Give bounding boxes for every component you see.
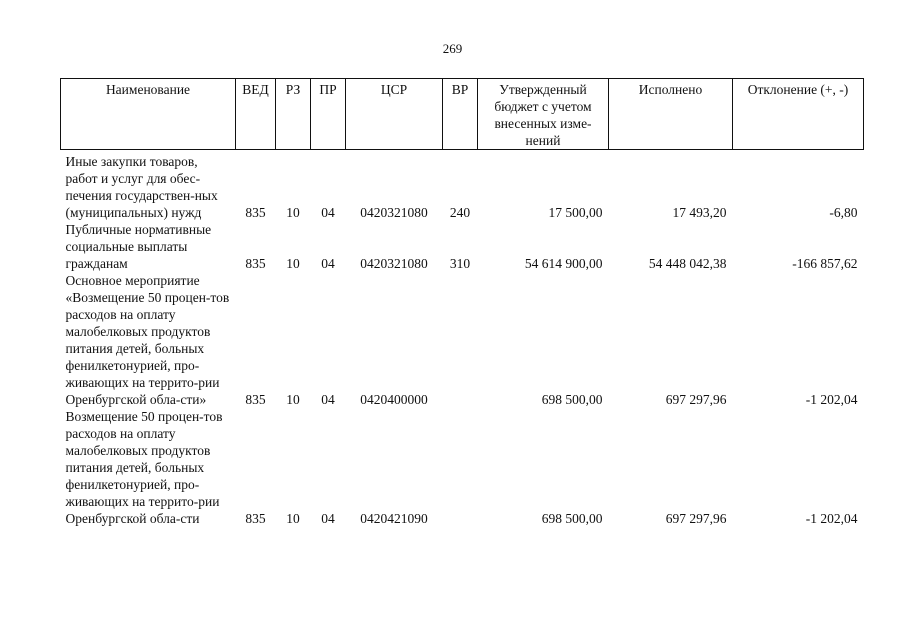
row-pr: 04 [321, 392, 335, 407]
row-executed: 17 493,20 [672, 205, 727, 220]
row-pr: 04 [321, 205, 335, 220]
row-executed: 697 297,96 [665, 392, 727, 407]
row-csr: 0420321080 [360, 205, 428, 220]
row-deviation: -1 202,04 [805, 392, 858, 407]
row-budget: 17 500,00 [548, 205, 603, 220]
table-row [61, 408, 864, 527]
header-budget: Утвержденный бюджет с учетом внесенных изме-нений [478, 79, 609, 150]
header-vr: ВР [443, 79, 478, 150]
header-executed: Исполнено [609, 79, 733, 150]
table-row [61, 272, 864, 408]
row-deviation: -1 202,04 [805, 511, 858, 526]
row-vr [443, 408, 478, 527]
row-executed: 54 448 042,38 [648, 256, 727, 271]
row-vr [443, 272, 478, 408]
row-rz: 10 [286, 256, 300, 271]
row-ved: 835 [245, 511, 266, 526]
row-ved: 835 [245, 392, 266, 407]
row-name: Иные закупки товаров, работ и услуг для обес-печения государствен-ных (муниципальных) нужд [65, 154, 218, 220]
page-number: 269 [442, 41, 463, 56]
table-row [61, 221, 864, 272]
row-rz: 10 [286, 511, 300, 526]
row-budget: 698 500,00 [541, 392, 603, 407]
table-header-row [61, 79, 864, 150]
row-executed: 697 297,96 [665, 511, 727, 526]
row-vr: 310 [449, 256, 471, 271]
row-ved: 835 [245, 205, 266, 220]
row-ved: 835 [245, 256, 266, 271]
row-vr: 240 [449, 205, 471, 220]
row-csr: 0420400000 [360, 392, 428, 407]
row-csr: 0420421090 [360, 511, 428, 526]
row-rz: 10 [286, 205, 300, 220]
row-name: Публичные нормативные социальные выплаты гражданам [65, 222, 212, 271]
row-name: Основное мероприятие «Возмещение 50 процен-тов расходов на оплату малобелковых продуктов питания детей, больных фенилкетонурией, про-живающих на террито-рии Оренбургской обла-сти» [65, 273, 230, 407]
table-row [61, 153, 864, 221]
row-pr: 04 [321, 511, 335, 526]
budget-table [60, 78, 864, 527]
row-pr: 04 [321, 256, 335, 271]
row-name: Возмещение 50 процен-тов расходов на оплату малобелковых продуктов питания детей, больных фенилкетонурией, про-живающих на террито-рии Оренбургской обла-сти [65, 409, 223, 526]
row-rz: 10 [286, 392, 300, 407]
header-deviation: Отклонение (+, -) [733, 79, 864, 150]
row-budget: 54 614 900,00 [524, 256, 603, 271]
header-rz: РЗ [276, 79, 311, 150]
header-csr: ЦСР [346, 79, 443, 150]
row-csr: 0420321080 [360, 256, 428, 271]
header-pr: ПР [311, 79, 346, 150]
header-name: Наименование [61, 79, 236, 150]
row-deviation: -166 857,62 [792, 256, 858, 271]
row-deviation: -6,80 [829, 205, 858, 220]
header-ved: ВЕД [236, 79, 276, 150]
row-budget: 698 500,00 [541, 511, 603, 526]
